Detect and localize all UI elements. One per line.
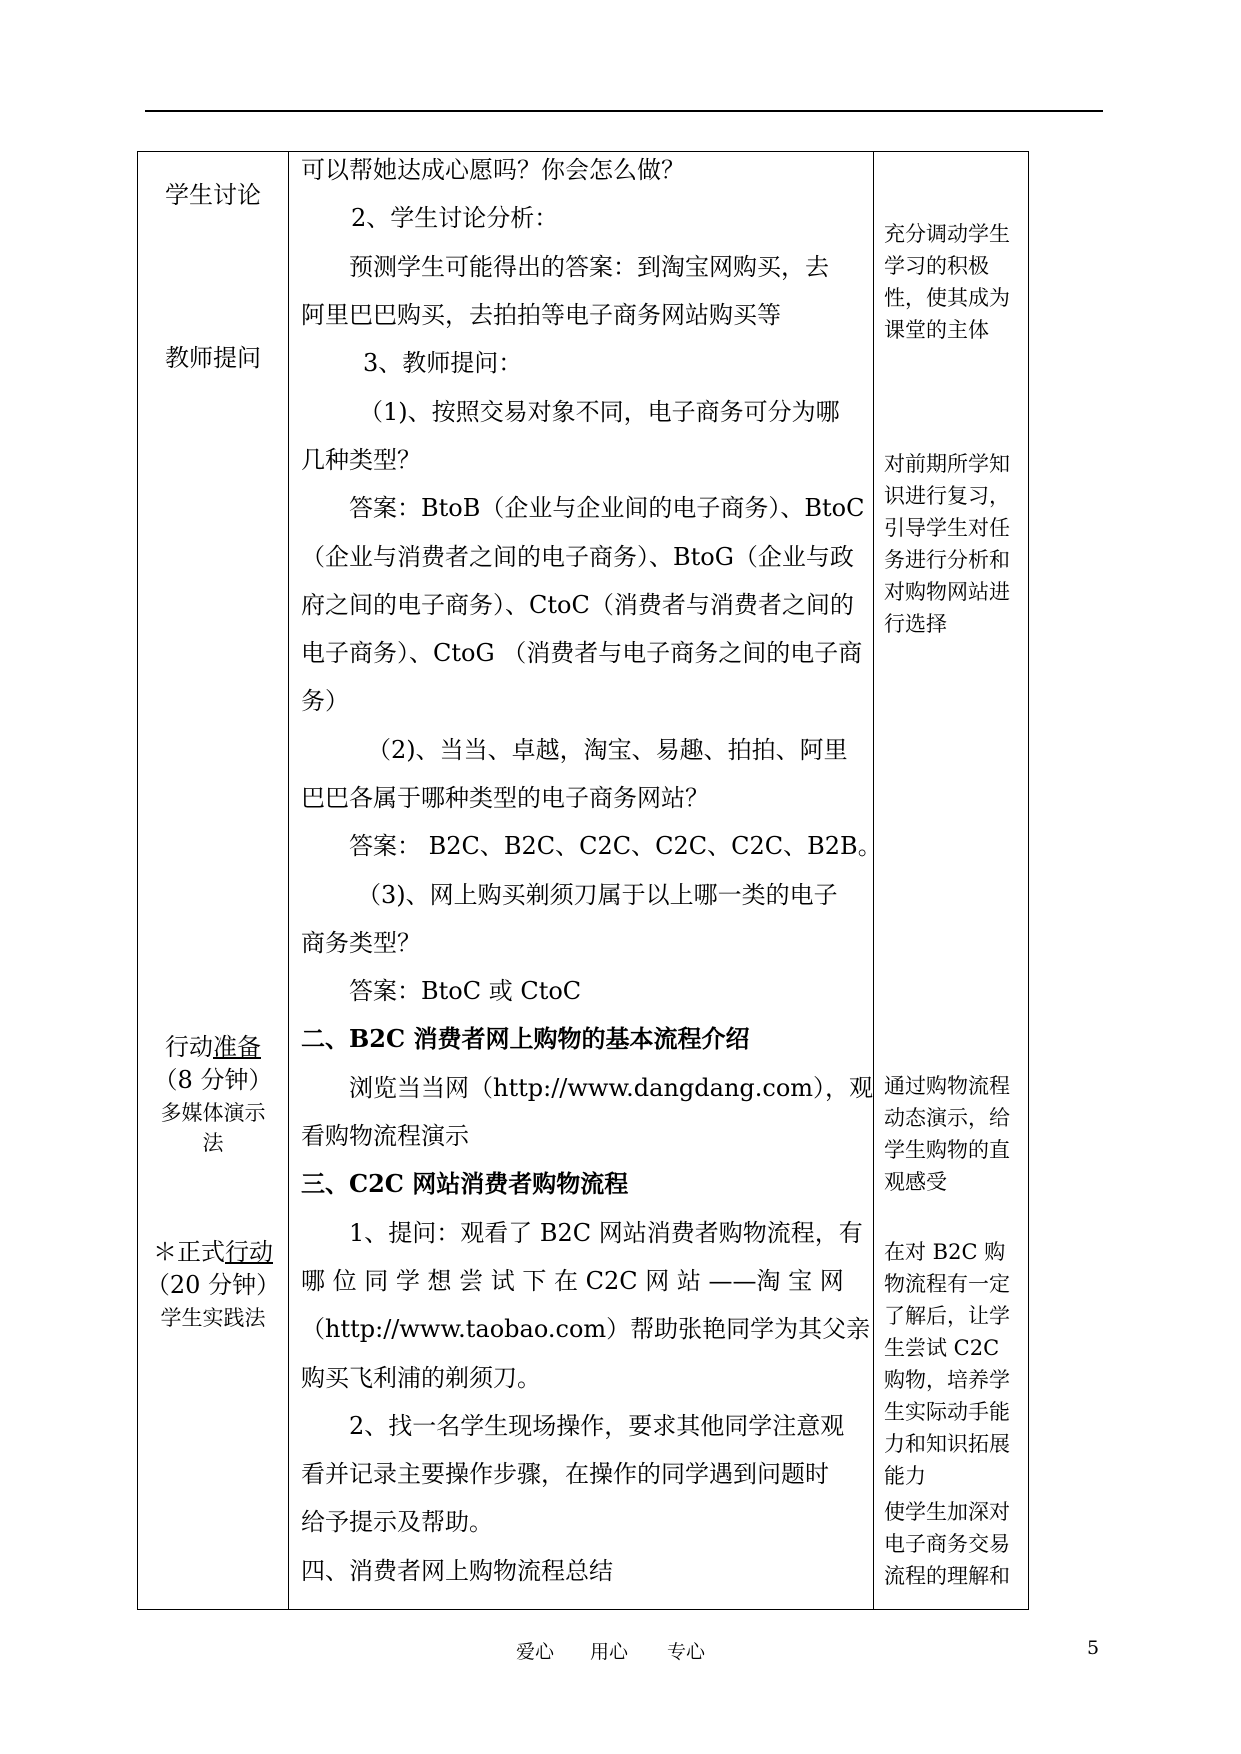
note-practice: 在对 B2C 购物流程有一定了解后，让学生尝试 C2C 购物，培养学生实际动手能力和知识拓展能力 (884, 1240, 1010, 1488)
stage-teacher-ask: 教师提问 (165, 344, 261, 372)
content-line: 2、找一名学生现场操作，要求其他同学注意观 (349, 1412, 845, 1440)
content-line: 看购物流程演示 (301, 1122, 469, 1150)
content-line: 府之间的电子商务）、CtoC（消费者与消费者之间的 (301, 591, 854, 619)
notes-column (874, 152, 1029, 1610)
footer-text-3: 专心 (667, 1641, 706, 1663)
content-line: 看并记录主要操作步骤，在操作的同学遇到问题时 (301, 1460, 829, 1488)
content-line: （http://www.taobao.com）帮助张艳同学为其父亲 (301, 1315, 871, 1343)
section-heading: 三、C2C 网站消费者购物流程 (301, 1169, 629, 1198)
stage-column (138, 152, 289, 1610)
note-deepen: 使学生加深对电子商务交易流程的理解和 (884, 1500, 1010, 1588)
content-line: （2)、当当、卓越，淘宝、易趣、拍拍、阿里 (367, 736, 848, 764)
footer-text-2: 用心 (590, 1641, 629, 1663)
note-review: 对前期所学知识进行复习，引导学生对任务进行分析和对购物网站进行选择 (884, 452, 1010, 636)
note-engagement: 充分调动学生学习的积极性，使其成为课堂的主体 (884, 222, 1010, 342)
content-line: 3、教师提问： (363, 349, 523, 377)
page-number: 5 (1087, 1637, 1100, 1659)
content-line: 浏览当当网（http://www.dangdang.com），观 (349, 1074, 874, 1102)
content-line: 阿里巴巴购买，去拍拍等电子商务网站购买等 (301, 301, 781, 329)
content-line: 给予提示及帮助。 (301, 1508, 493, 1536)
lesson-plan-table (137, 151, 1029, 1610)
section-heading: 四、消费者网上购物流程总结 (301, 1557, 613, 1585)
stage-action-prep-time: （8 分钟） (153, 1066, 273, 1094)
content-line: 几种类型？ (301, 446, 421, 474)
content-line: （3)、网上购买剃须刀属于以上哪一类的电子 (357, 881, 838, 909)
footer-text-1: 爱心 (516, 1641, 555, 1663)
header-rule (145, 110, 1103, 112)
stage-action-prep: 行动准备 (165, 1033, 261, 1061)
content-line: 电子商务）、CtoG （消费者与电子商务之间的电子商 (301, 639, 863, 667)
stage-discuss: 学生讨论 (165, 181, 261, 209)
content-line: 商务类型？ (301, 929, 421, 957)
content-line: 务） (301, 687, 349, 715)
content-line: 可以帮她达成心愿吗？你会怎么做？ (301, 156, 685, 184)
section-heading: 二、B2C 消费者网上购物的基本流程介绍 (301, 1024, 750, 1053)
content-line: 哪 位 同 学 想 尝 试 下 在 C2C 网 站 ——淘 宝 网 (301, 1267, 844, 1295)
stage-formal-time: （20 分钟） (145, 1271, 281, 1299)
content-line: 巴巴各属于哪种类型的电子商务网站？ (301, 784, 709, 812)
content-line: 1、提问：观看了 B2C 网站消费者购物流程，有 (349, 1219, 863, 1247)
content-line: （企业与消费者之间的电子商务）、BtoG（企业与政 (301, 543, 854, 571)
content-line: 预测学生可能得出的答案：到淘宝网购买，去 (349, 253, 829, 281)
content-line: 2、学生讨论分析： (351, 204, 559, 232)
content-column (289, 152, 882, 1610)
stage-formal-action: ＊正式行动 (153, 1238, 273, 1266)
stage-action-prep-method: 多媒体演示 (160, 1101, 266, 1125)
content-line: 答案： B2C、B2C、C2C、C2C、C2C、B2B。 (349, 832, 882, 860)
content-line: 购买飞利浦的剃须刀。 (301, 1364, 541, 1392)
note-demo: 通过购物流程动态演示，给学生购物的直观感受 (884, 1074, 1010, 1194)
content-line: 答案：BtoB（企业与企业间的电子商务）、BtoC (349, 494, 865, 522)
content-line: （1)、按照交易对象不同，电子商务可分为哪 (359, 398, 840, 426)
content-line: 答案：BtoC 或 CtoC (349, 977, 582, 1005)
stage-action-prep-method-2: 法 (202, 1131, 224, 1155)
stage-formal-method: 学生实践法 (160, 1306, 266, 1330)
